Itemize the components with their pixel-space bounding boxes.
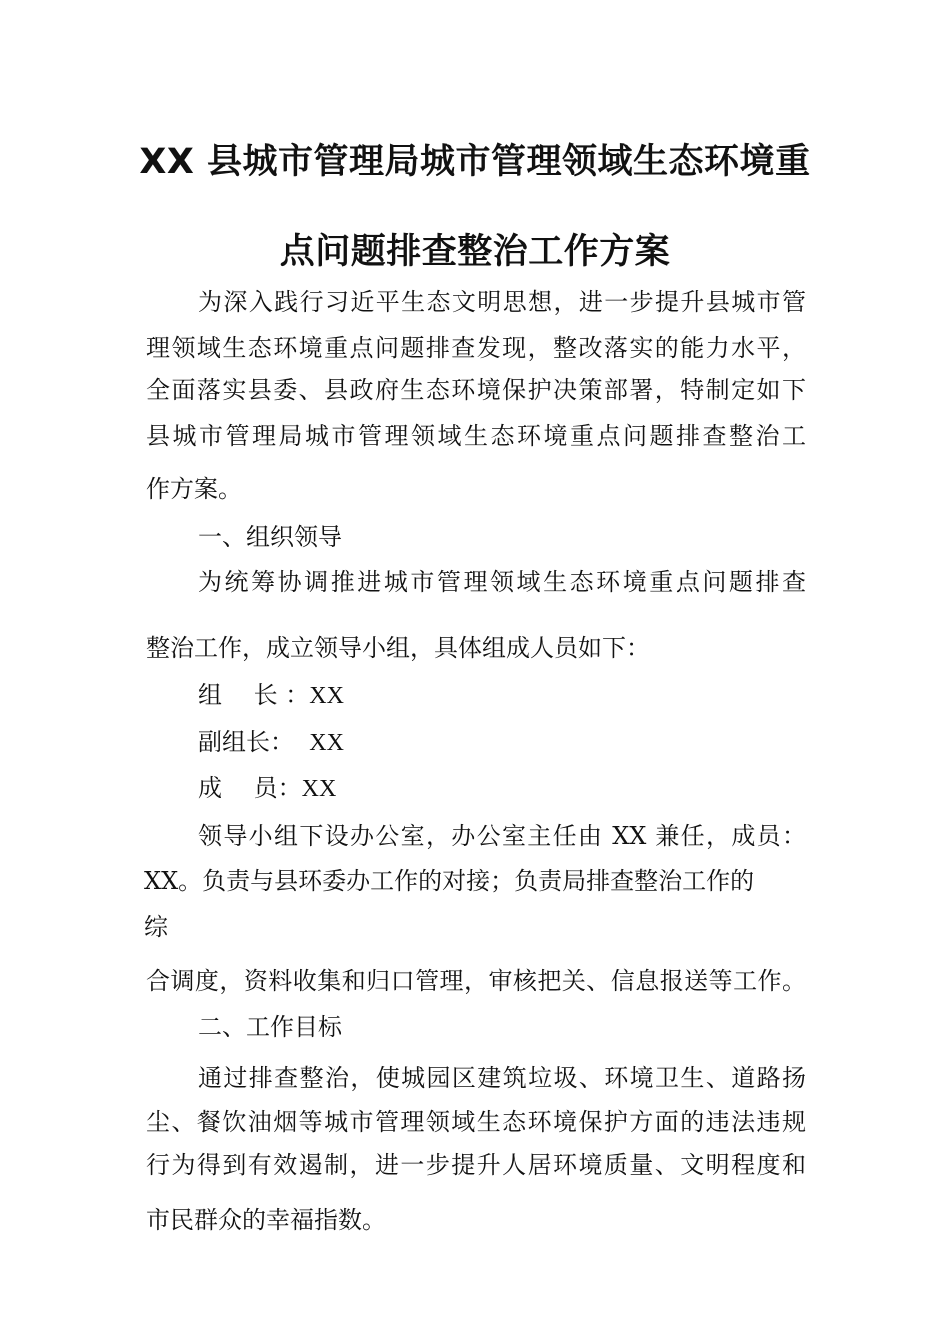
roster-leader-label: 组 长 ： <box>198 681 310 709</box>
intro-line-2: 理领域生态环境重点问题排查发现，整改落实的能力水平， <box>146 334 806 362</box>
roster-deputy <box>198 727 344 758</box>
roster-member-label: 成 员： <box>198 774 302 802</box>
section2-para-line-3: 行为得到有效遏制，进一步提升人居环境质量、文明程度和 <box>146 1151 806 1179</box>
section-heading-goals: 二、工作目标 <box>198 1013 342 1041</box>
roster-member-value: XX <box>301 776 337 802</box>
document-title-line-2: 点问题排查整治工作方案 <box>279 232 671 272</box>
office-line-1: 领导小组下设办公室，办公室主任由 XX 兼任，成员： <box>198 822 806 850</box>
roster-member <box>198 773 336 804</box>
roster-leader <box>198 680 344 711</box>
section-heading-organization: 一、组织领导 <box>198 523 342 551</box>
office-line-2: XX。负责与县环委办工作的对接；负责局排查整治工作的 <box>144 867 755 895</box>
roster-deputy-value: XX <box>309 730 344 756</box>
section1-para-line-2: 整治工作，成立领导小组，具体组成人员如下： <box>146 634 650 662</box>
section2-para-line-2: 尘、餐饮油烟等城市管理领域生态环境保护方面的违法违规 <box>146 1108 806 1136</box>
roster-deputy-label: 副组长： <box>198 728 294 756</box>
intro-line-5: 作方案。 <box>146 475 242 503</box>
document-title-line-1: XX 县城市管理局城市管理领域生态环境重 <box>139 142 811 182</box>
office-line-3: 综 <box>144 913 168 941</box>
office-line-4: 合调度，资料收集和归口管理，审核把关、信息报送等工作。 <box>146 967 806 995</box>
roster-leader-value: XX <box>309 683 344 709</box>
intro-line-4: 县城市管理局城市管理领域生态环境重点问题排查整治工 <box>146 422 806 450</box>
section2-para-line-4: 市民群众的幸福指数。 <box>146 1206 386 1234</box>
intro-line-1: 为深入践行习近平生态文明思想，进一步提升县城市管 <box>198 288 806 316</box>
section2-para-line-1: 通过排查整治，使城园区建筑垃圾、环境卫生、道路扬 <box>198 1064 806 1092</box>
intro-line-3: 全面落实县委、县政府生态环境保护决策部署，特制定如下 <box>146 376 806 404</box>
section1-para-line-1: 为统筹协调推进城市管理领域生态环境重点问题排查 <box>198 568 806 596</box>
